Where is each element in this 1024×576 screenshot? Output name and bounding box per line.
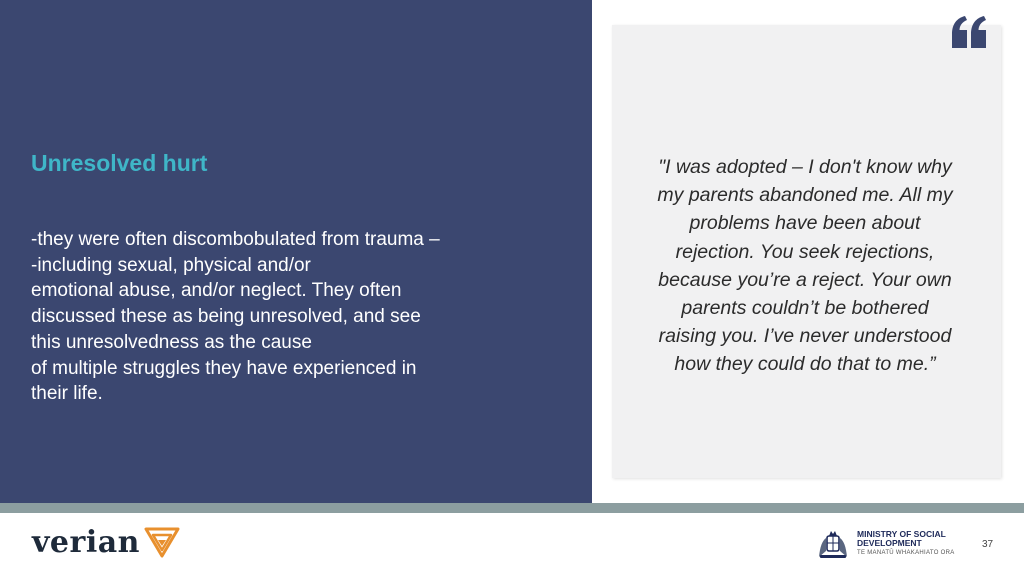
body-line: this unresolvedness as the cause — [31, 331, 312, 353]
page-number: 37 — [982, 539, 994, 550]
msd-line3: TE MANATŪ WHAKAHIATO ORA — [857, 549, 955, 556]
msd-line1: MINISTRY OF SOCIAL — [857, 528, 946, 539]
quote-line: because you’re a reject. Your own — [658, 268, 952, 291]
body-line: -they were often discombobulated from trauma – — [31, 229, 440, 250]
body-line: discussed these as being unresolved, and see — [31, 306, 421, 328]
divider-band — [0, 503, 1024, 513]
quote-text — [620, 153, 990, 379]
verian-wordmark: verian — [32, 524, 140, 560]
quote-line: problems have been about — [689, 212, 921, 235]
msd-logo — [815, 527, 955, 561]
msd-text — [857, 530, 955, 559]
section-title: Unresolved hurt — [31, 150, 208, 176]
quote-line: "I was adopted – I don't know why — [658, 156, 952, 178]
quote-line: my parents abandoned me. All my — [657, 184, 953, 207]
quote-line: how they could do that to me.” — [674, 353, 936, 376]
quote-line: raising you. I’ve never understood — [658, 325, 952, 348]
nz-coat-of-arms-icon — [815, 527, 851, 561]
body-line: their life. — [31, 383, 103, 405]
verian-chevron-icon — [144, 526, 180, 558]
quote-line: rejection. You seek rejections, — [675, 240, 935, 263]
body-text — [31, 227, 511, 407]
quote-mark-icon — [950, 14, 990, 54]
msd-line2: DEVELOPMENT — [857, 538, 922, 549]
verian-logo — [32, 524, 180, 560]
body-line: emotional abuse, and/or neglect. They often — [31, 280, 402, 302]
body-line: of multiple struggles they have experienced in — [31, 357, 417, 379]
quote-line: parents couldn’t be bothered — [681, 297, 929, 320]
body-line: -including sexual, physical and/or — [31, 254, 311, 276]
